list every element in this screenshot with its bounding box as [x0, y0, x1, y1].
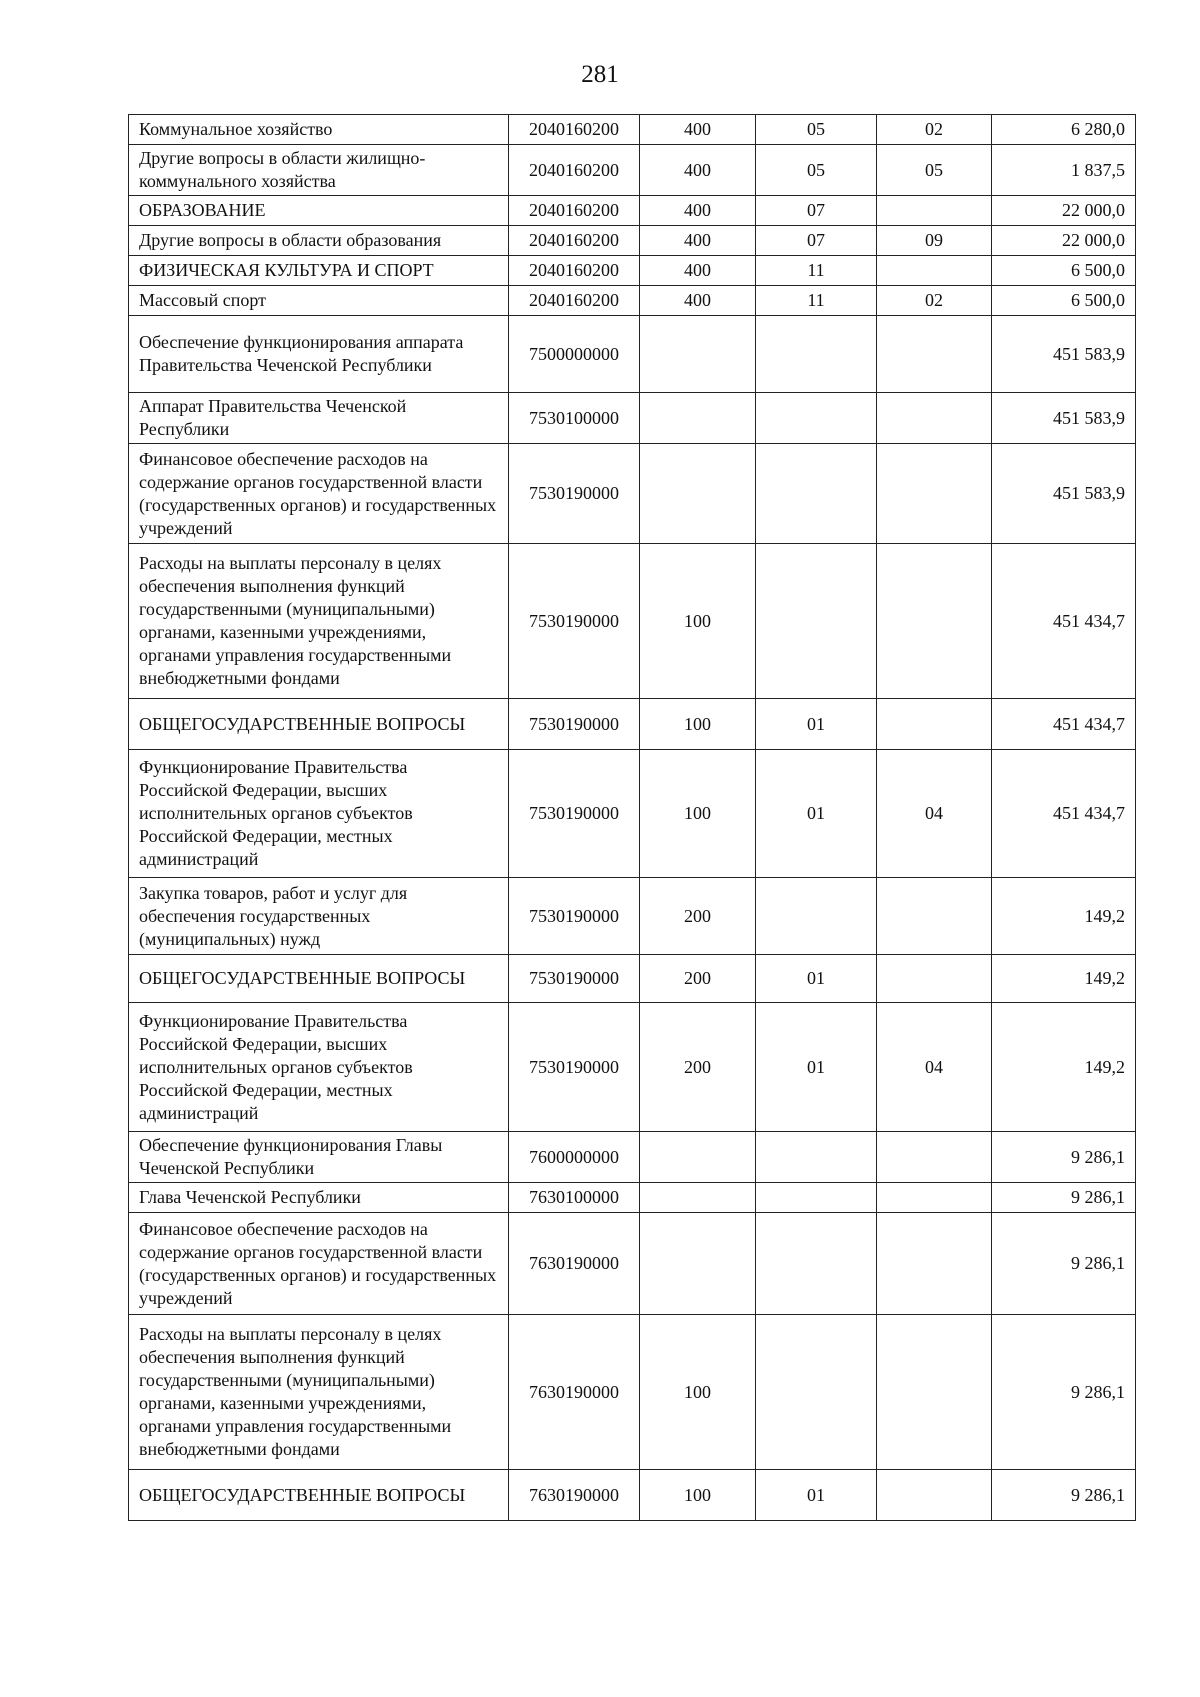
expense-type-code [640, 393, 756, 444]
expense-type-code: 100 [640, 699, 756, 750]
amount: 1 837,5 [992, 145, 1136, 196]
target-article-code: 2040160200 [509, 226, 640, 256]
item-name: ОБЩЕГОСУДАРСТВЕННЫЕ ВОПРОСЫ [129, 699, 509, 750]
target-article-code: 2040160200 [509, 145, 640, 196]
budget-table [128, 114, 1136, 1521]
item-name: Глава Чеченской Республики [129, 1183, 509, 1213]
table-row [129, 1213, 1136, 1315]
subsection-code [877, 1315, 992, 1470]
page-number: 281 [581, 61, 619, 88]
subsection-code [877, 544, 992, 699]
expense-type-code: 100 [640, 1470, 756, 1521]
subsection-code: 04 [877, 1003, 992, 1132]
section-code [756, 316, 877, 393]
amount: 451 583,9 [992, 393, 1136, 444]
section-code: 01 [756, 955, 877, 1003]
section-code: 05 [756, 145, 877, 196]
amount: 22 000,0 [992, 226, 1136, 256]
table-row [129, 196, 1136, 226]
section-code: 07 [756, 226, 877, 256]
item-name: Коммунальное хозяйство [129, 115, 509, 145]
table-row [129, 1315, 1136, 1470]
table-row [129, 1003, 1136, 1132]
subsection-code [877, 1132, 992, 1183]
table-row [129, 878, 1136, 955]
subsection-code [877, 256, 992, 286]
subsection-code [877, 1183, 992, 1213]
item-name: Обеспечение функционирования Главы Чеченской Республики [129, 1132, 509, 1183]
item-name: Финансовое обеспечение расходов на содержание органов государственной власти (государственных органов) и государственных учреждений [129, 1213, 509, 1315]
expense-type-code: 200 [640, 1003, 756, 1132]
subsection-code [877, 1470, 992, 1521]
item-name: Аппарат Правительства Чеченской Республики [129, 393, 509, 444]
subsection-code [877, 444, 992, 544]
target-article-code: 2040160200 [509, 286, 640, 316]
amount: 451 434,7 [992, 699, 1136, 750]
table-row [129, 699, 1136, 750]
target-article-code: 7530190000 [509, 750, 640, 878]
section-code: 01 [756, 699, 877, 750]
item-name: Массовый спорт [129, 286, 509, 316]
target-article-code: 7630190000 [509, 1315, 640, 1470]
section-code [756, 1183, 877, 1213]
table-row [129, 256, 1136, 286]
target-article-code: 7530190000 [509, 1003, 640, 1132]
amount: 451 583,9 [992, 316, 1136, 393]
target-article-code: 7530190000 [509, 878, 640, 955]
item-name: Функционирование Правительства Российской Федерации, высших исполнительных органов субъектов Российской Федерации, местных администраций [129, 750, 509, 878]
amount: 9 286,1 [992, 1132, 1136, 1183]
item-name: Расходы на выплаты персоналу в целях обеспечения выполнения функций государственными (муниципальными) органами, казенными учреждениями, органами управления государственными внебюджетными фондами [129, 1315, 509, 1470]
item-name: ОБЩЕГОСУДАРСТВЕННЫЕ ВОПРОСЫ [129, 955, 509, 1003]
table-row [129, 1183, 1136, 1213]
item-name: ОБЩЕГОСУДАРСТВЕННЫЕ ВОПРОСЫ [129, 1470, 509, 1521]
amount: 149,2 [992, 878, 1136, 955]
section-code: 01 [756, 1003, 877, 1132]
expense-type-code: 400 [640, 115, 756, 145]
table-row [129, 286, 1136, 316]
amount: 9 286,1 [992, 1213, 1136, 1315]
target-article-code: 7500000000 [509, 316, 640, 393]
section-code [756, 1132, 877, 1183]
target-article-code: 7630190000 [509, 1213, 640, 1315]
expense-type-code [640, 444, 756, 544]
table-row [129, 115, 1136, 145]
amount: 9 286,1 [992, 1183, 1136, 1213]
item-name: ФИЗИЧЕСКАЯ КУЛЬТУРА И СПОРТ [129, 256, 509, 286]
target-article-code: 2040160200 [509, 196, 640, 226]
subsection-code [877, 316, 992, 393]
target-article-code: 7530190000 [509, 444, 640, 544]
table-row [129, 226, 1136, 256]
target-article-code: 2040160200 [509, 256, 640, 286]
item-name: Финансовое обеспечение расходов на содержание органов государственной власти (государственных органов) и государственных учреждений [129, 444, 509, 544]
subsection-code [877, 955, 992, 1003]
subsection-code: 02 [877, 286, 992, 316]
item-name: Расходы на выплаты персоналу в целях обеспечения выполнения функций государственными (муниципальными) органами, казенными учреждениями, органами управления государственными внебюджетными фондами [129, 544, 509, 699]
expense-type-code: 200 [640, 878, 756, 955]
item-name: Функционирование Правительства Российской Федерации, высших исполнительных органов субъектов Российской Федерации, местных администраций [129, 1003, 509, 1132]
table-row [129, 1470, 1136, 1521]
expense-type-code [640, 1213, 756, 1315]
amount: 9 286,1 [992, 1315, 1136, 1470]
target-article-code: 7630190000 [509, 1470, 640, 1521]
expense-type-code: 400 [640, 226, 756, 256]
subsection-code: 05 [877, 145, 992, 196]
section-code: 11 [756, 286, 877, 316]
expense-type-code: 100 [640, 544, 756, 699]
expense-type-code: 100 [640, 1315, 756, 1470]
table-row [129, 1132, 1136, 1183]
section-code [756, 1213, 877, 1315]
amount: 451 434,7 [992, 544, 1136, 699]
table-row [129, 750, 1136, 878]
target-article-code: 7530190000 [509, 544, 640, 699]
table-row [129, 544, 1136, 699]
amount: 451 583,9 [992, 444, 1136, 544]
item-name: ОБРАЗОВАНИЕ [129, 196, 509, 226]
section-code: 01 [756, 1470, 877, 1521]
expense-type-code [640, 1132, 756, 1183]
expense-type-code: 400 [640, 256, 756, 286]
subsection-code: 09 [877, 226, 992, 256]
section-code [756, 878, 877, 955]
expense-type-code: 200 [640, 955, 756, 1003]
expense-type-code [640, 1183, 756, 1213]
subsection-code [877, 393, 992, 444]
amount: 6 280,0 [992, 115, 1136, 145]
section-code: 05 [756, 115, 877, 145]
item-name: Другие вопросы в области жилищно-коммунального хозяйства [129, 145, 509, 196]
section-code [756, 1315, 877, 1470]
item-name: Другие вопросы в области образования [129, 226, 509, 256]
amount: 22 000,0 [992, 196, 1136, 226]
target-article-code: 7530100000 [509, 393, 640, 444]
section-code [756, 544, 877, 699]
amount: 149,2 [992, 1003, 1136, 1132]
subsection-code: 04 [877, 750, 992, 878]
section-code [756, 444, 877, 544]
amount: 451 434,7 [992, 750, 1136, 878]
item-name: Обеспечение функционирования аппарата Правительства Чеченской Республики [129, 316, 509, 393]
table-row [129, 145, 1136, 196]
table-row [129, 444, 1136, 544]
amount: 6 500,0 [992, 286, 1136, 316]
section-code: 07 [756, 196, 877, 226]
target-article-code: 7600000000 [509, 1132, 640, 1183]
subsection-code [877, 699, 992, 750]
expense-type-code: 400 [640, 145, 756, 196]
amount: 149,2 [992, 955, 1136, 1003]
section-code: 11 [756, 256, 877, 286]
subsection-code [877, 196, 992, 226]
amount: 9 286,1 [992, 1470, 1136, 1521]
expense-type-code: 400 [640, 286, 756, 316]
table-row [129, 316, 1136, 393]
subsection-code [877, 1213, 992, 1315]
target-article-code: 2040160200 [509, 115, 640, 145]
expense-type-code [640, 316, 756, 393]
subsection-code [877, 878, 992, 955]
table-row [129, 955, 1136, 1003]
table-row [129, 393, 1136, 444]
expense-type-code: 100 [640, 750, 756, 878]
target-article-code: 7530190000 [509, 699, 640, 750]
target-article-code: 7530190000 [509, 955, 640, 1003]
item-name: Закупка товаров, работ и услуг для обеспечения государственных (муниципальных) нужд [129, 878, 509, 955]
amount: 6 500,0 [992, 256, 1136, 286]
section-code: 01 [756, 750, 877, 878]
section-code [756, 393, 877, 444]
expense-type-code: 400 [640, 196, 756, 226]
subsection-code: 02 [877, 115, 992, 145]
target-article-code: 7630100000 [509, 1183, 640, 1213]
